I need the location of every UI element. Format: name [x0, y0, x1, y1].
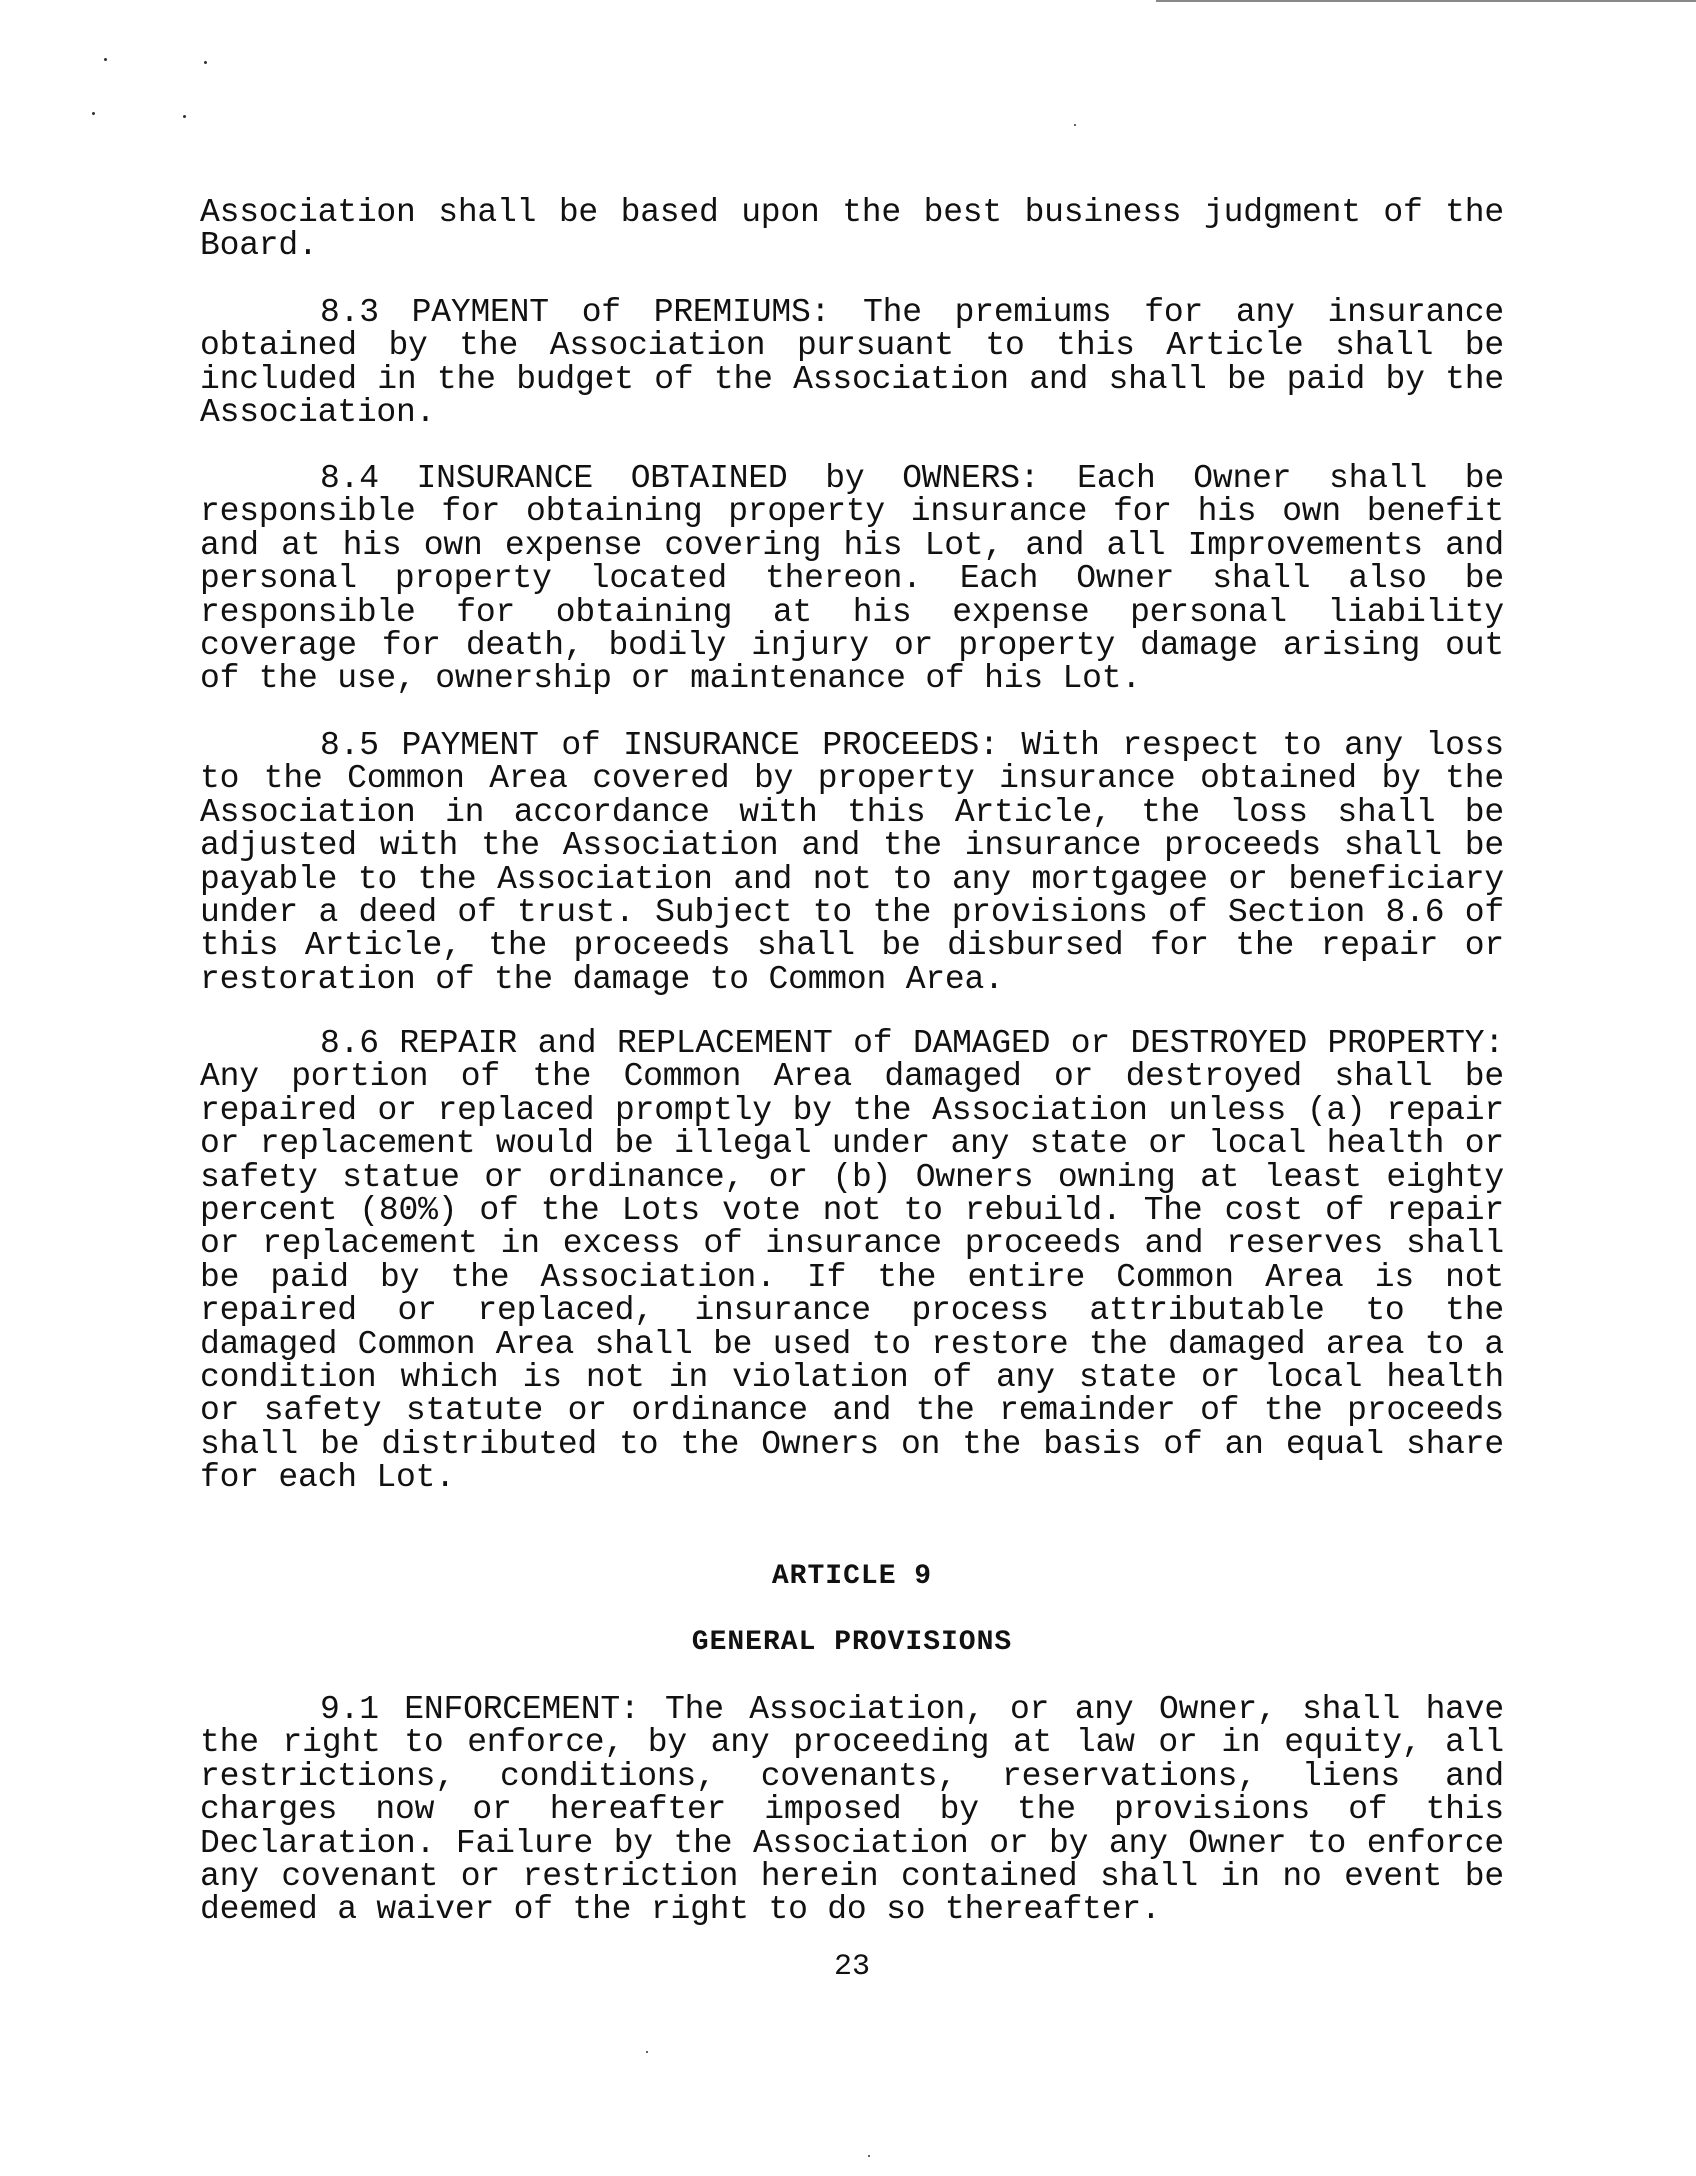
section-8-4-insurance-obtained-by-owners: 8.4 INSURANCE OBTAINED by OWNERS: Each Owner shall be responsible for obtaining property insurance for his own benefit and at his own expense covering his Lot, and all Improvements and personal property located thereon. Each Owner shall also be responsible for obtaining at his expense personal liability coverage for death, bodily injury or property damage arising out of the use, ownership or maintenance of his Lot.: [200, 460, 1504, 698]
scan-speck: [1074, 124, 1076, 126]
scan-speck: [104, 58, 107, 61]
scan-speck: [868, 2155, 870, 2157]
section-8-5-payment-of-insurance-proceeds: 8.5 PAYMENT of INSURANCE PROCEEDS: With respect to any loss to the Common Area covered by property insurance obtained by the Association in accordance with this Article, the loss shall be adjusted with the Association and the insurance proceeds shall be payable to the Association and not to any mortgagee or beneficiary under a deed of trust. Subject to the provisions of Section 8.6 of this Article, the proceeds shall be disbursed for the repair or restoration of the damage to Common Area.: [200, 727, 1504, 998]
scan-edge-artifact: [1156, 0, 1696, 2]
section-8-6-repair-and-replacement: 8.6 REPAIR and REPLACEMENT of DAMAGED or DESTROYED PROPERTY: Any portion of the Common Area damaged or destroyed shall be repaired or replaced promptly by the Association unless (a) repair or replacement would be illegal under any state or local health or safety statue or ordinance, or (b) Owners owning at least eighty percent (80%) of the Lots vote not to rebuild. The cost of repair or replacement in excess of insurance proceeds and reserves shall be paid by the Association. If the entire Common Area is not repaired or replaced, insurance process attributable to the damaged Common Area shall be used to restore the damaged area to a condition which is not in violation of any state or local health or safety statute or ordinance and the remainder of the proceeds shall be distributed to the Owners on the basis of an equal share for each Lot.: [200, 1025, 1504, 1497]
article-title-heading: GENERAL PROVISIONS: [691, 1627, 1013, 1658]
scan-speck: [183, 115, 186, 118]
section-8-3-payment-of-premiums: 8.3 PAYMENT of PREMIUMS: The premiums for any insurance obtained by the Association pursuant to this Article shall be included in the budget of the Association and shall be paid by the Association.: [200, 294, 1504, 432]
scan-speck: [92, 112, 95, 115]
scan-speck: [204, 61, 207, 64]
paragraph-continuation: Association shall be based upon the best business judgment of the Board.: [200, 194, 1504, 265]
article-number-heading: ARTICLE 9: [771, 1561, 933, 1592]
scan-speck: [646, 2051, 648, 2053]
page-number: 23: [833, 1950, 870, 1984]
section-9-1-enforcement: 9.1 ENFORCEMENT: The Association, or any Owner, shall have the right to enforce, by any proceeding at law or in equity, all restrictions, conditions, covenants, reservations, liens and charges now or hereafter imposed by the provisions of this Declaration. Failure by the Association or by any Owner to enforce any covenant or restriction herein contained shall in no event be deemed a waiver of the right to do so thereafter.: [200, 1691, 1504, 1929]
